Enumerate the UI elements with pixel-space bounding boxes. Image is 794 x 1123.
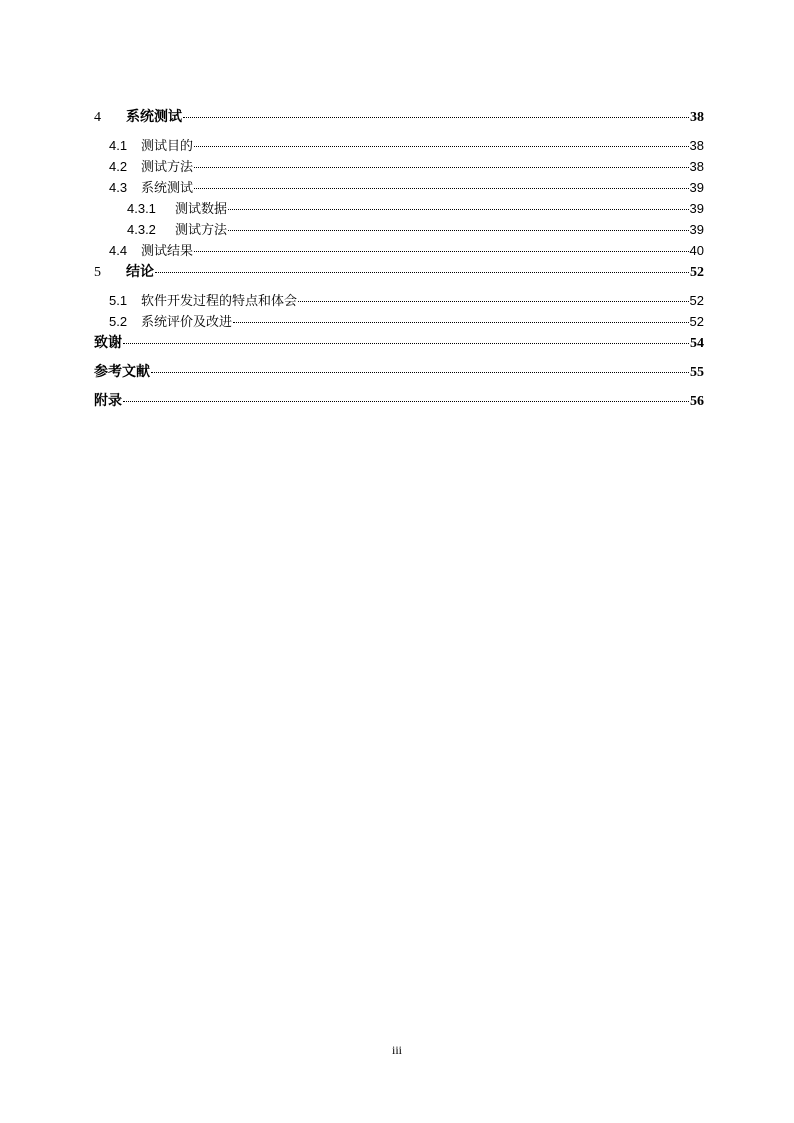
toc-number: 4.3: [109, 180, 128, 195]
toc-title: 测试方法: [141, 160, 194, 175]
toc-page-number: 52: [690, 265, 704, 280]
toc-page-number: 54: [690, 336, 704, 351]
toc-number: 4: [94, 110, 101, 125]
toc-number: 4.3.1: [127, 201, 156, 216]
toc-page-number: 55: [690, 365, 704, 380]
toc-title: 系统测试: [141, 181, 194, 196]
toc-entry-references[interactable]: [94, 361, 704, 390]
toc-number: 4.3.2: [127, 222, 156, 237]
toc-page-number: 52: [689, 314, 704, 329]
toc-title: 测试结果: [141, 244, 194, 259]
dot-leader: [194, 250, 689, 252]
toc-number: 5.2: [109, 314, 128, 329]
page-footer-number: iii: [391, 1043, 402, 1057]
toc-entry-5-2[interactable]: [94, 311, 704, 332]
dot-leader: [155, 271, 689, 273]
toc-title: 测试目的: [141, 139, 194, 154]
dot-leader: [123, 400, 689, 402]
dot-leader: [194, 145, 689, 147]
toc-entry-4-3[interactable]: [94, 177, 704, 198]
toc-number: 5: [94, 265, 101, 280]
dot-leader: [298, 300, 689, 302]
toc-title: 参考文献: [94, 364, 150, 380]
toc-title: 系统评价及改进: [141, 315, 233, 330]
toc-title: 软件开发过程的特点和体会: [141, 294, 298, 309]
toc-entry-appendix[interactable]: [94, 390, 704, 419]
dot-leader: [123, 342, 689, 344]
toc-number: 4.4: [109, 243, 128, 258]
toc-page-number: 39: [689, 201, 704, 216]
toc-page-number: 38: [689, 138, 704, 153]
dot-leader: [151, 371, 689, 373]
toc-entry-chapter-5[interactable]: [94, 261, 704, 290]
toc-page-number: 39: [689, 180, 704, 195]
dot-leader: [194, 166, 689, 168]
toc-entry-4-2[interactable]: [94, 156, 704, 177]
toc-entry-4-4[interactable]: [94, 240, 704, 261]
toc-page-number: 40: [689, 243, 704, 258]
toc-title: 测试方法: [175, 223, 228, 238]
toc-title: 结论: [126, 264, 154, 280]
dot-leader: [233, 321, 689, 323]
dot-leader: [194, 187, 689, 189]
toc-number: 5.1: [109, 293, 128, 308]
toc-number: 4.1: [109, 138, 128, 153]
toc-title: 测试数据: [175, 202, 228, 217]
toc-page-number: 52: [689, 293, 704, 308]
toc-entry-4-1[interactable]: [94, 135, 704, 156]
toc-entry-acknowledgements[interactable]: [94, 332, 704, 361]
toc-entry-4-3-1[interactable]: [94, 198, 704, 219]
toc-page-number: 56: [690, 394, 704, 409]
dot-leader: [228, 208, 689, 210]
toc-page-number: 39: [689, 222, 704, 237]
toc-title: 致谢: [94, 335, 122, 351]
toc-page-number: 38: [689, 159, 704, 174]
toc-entry-4-3-2[interactable]: [94, 219, 704, 240]
dot-leader: [183, 116, 689, 118]
toc-title: 附录: [94, 393, 122, 409]
toc-page-number: 38: [690, 110, 704, 125]
table-of-contents: [94, 106, 704, 419]
dot-leader: [228, 229, 689, 231]
toc-title: 系统测试: [126, 109, 182, 125]
toc-entry-chapter-4[interactable]: [94, 106, 704, 135]
toc-number: 4.2: [109, 159, 128, 174]
toc-entry-5-1[interactable]: [94, 290, 704, 311]
